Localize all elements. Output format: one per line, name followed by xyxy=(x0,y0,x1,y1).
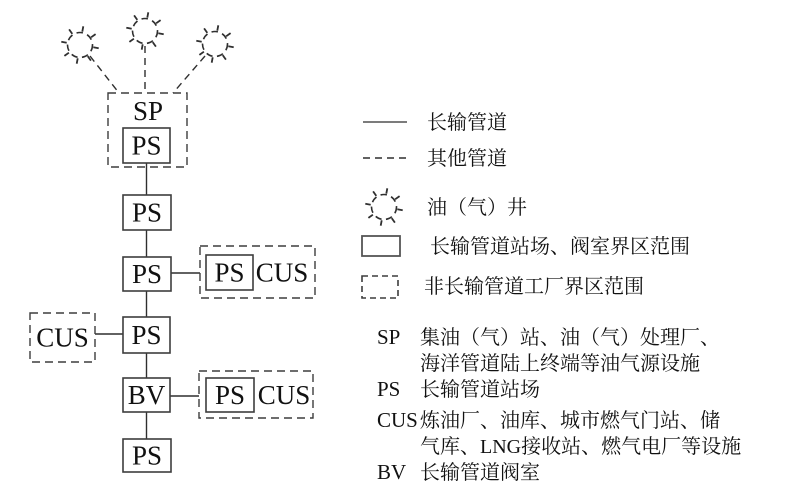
bv-valve-room-label: BV xyxy=(127,380,166,410)
legend-abbr-definition: 长输管道阀室 xyxy=(420,462,540,484)
legend-item-label: 其他管道 xyxy=(427,148,507,170)
ps-station-label: PS xyxy=(131,130,162,161)
legend-item-label: 油（气）井 xyxy=(427,197,527,219)
legend-item-label: 长输管道站场、阀室界区范围 xyxy=(430,236,690,258)
legend-abbr: PS xyxy=(377,377,401,401)
cus-facility-label: CUS xyxy=(36,322,89,353)
legend-item-label: 非长输管道工厂界区范围 xyxy=(424,276,644,298)
legend-abbr: CUS xyxy=(377,408,418,432)
other-pipeline-line xyxy=(90,56,119,93)
legend-item-label: 长输管道 xyxy=(427,112,507,134)
legend-well-icon xyxy=(365,188,402,225)
legend-abbr-definition: 气库、LNG接收站、燃气电厂等设施 xyxy=(420,436,742,458)
cus-facility-label: CUS xyxy=(257,380,311,410)
oil-gas-well-icon xyxy=(196,25,233,62)
legend-dashed-rect-sample xyxy=(362,276,398,298)
ps-station-label: PS xyxy=(131,259,163,289)
legend-abbr-definition: 炼油厂、油库、城市燃气门站、储 xyxy=(420,410,720,432)
oil-gas-well-icon xyxy=(61,26,98,63)
ps-station-label: PS xyxy=(214,257,245,288)
legend-solid-rect-sample xyxy=(362,236,400,256)
ps-station-label: PS xyxy=(214,380,246,410)
legend-abbr-definition: 海洋管道陆上终端等油气源设施 xyxy=(420,353,700,375)
legend-abbr: BV xyxy=(377,460,407,484)
sp-facility-label: SP xyxy=(132,96,164,126)
other-pipeline-line xyxy=(173,56,205,93)
ps-station-label: PS xyxy=(131,320,162,350)
legend-abbr: SP xyxy=(377,325,401,349)
legend-abbr-definition: 长输管道站场 xyxy=(420,379,540,401)
ps-station-label: PS xyxy=(131,440,163,471)
legend-abbr-definition: 集油（气）站、油（气）处理厂、 xyxy=(420,327,720,349)
cus-facility-label: CUS xyxy=(255,257,309,288)
oil-gas-well-icon xyxy=(126,12,163,49)
ps-station-label: PS xyxy=(131,197,163,228)
